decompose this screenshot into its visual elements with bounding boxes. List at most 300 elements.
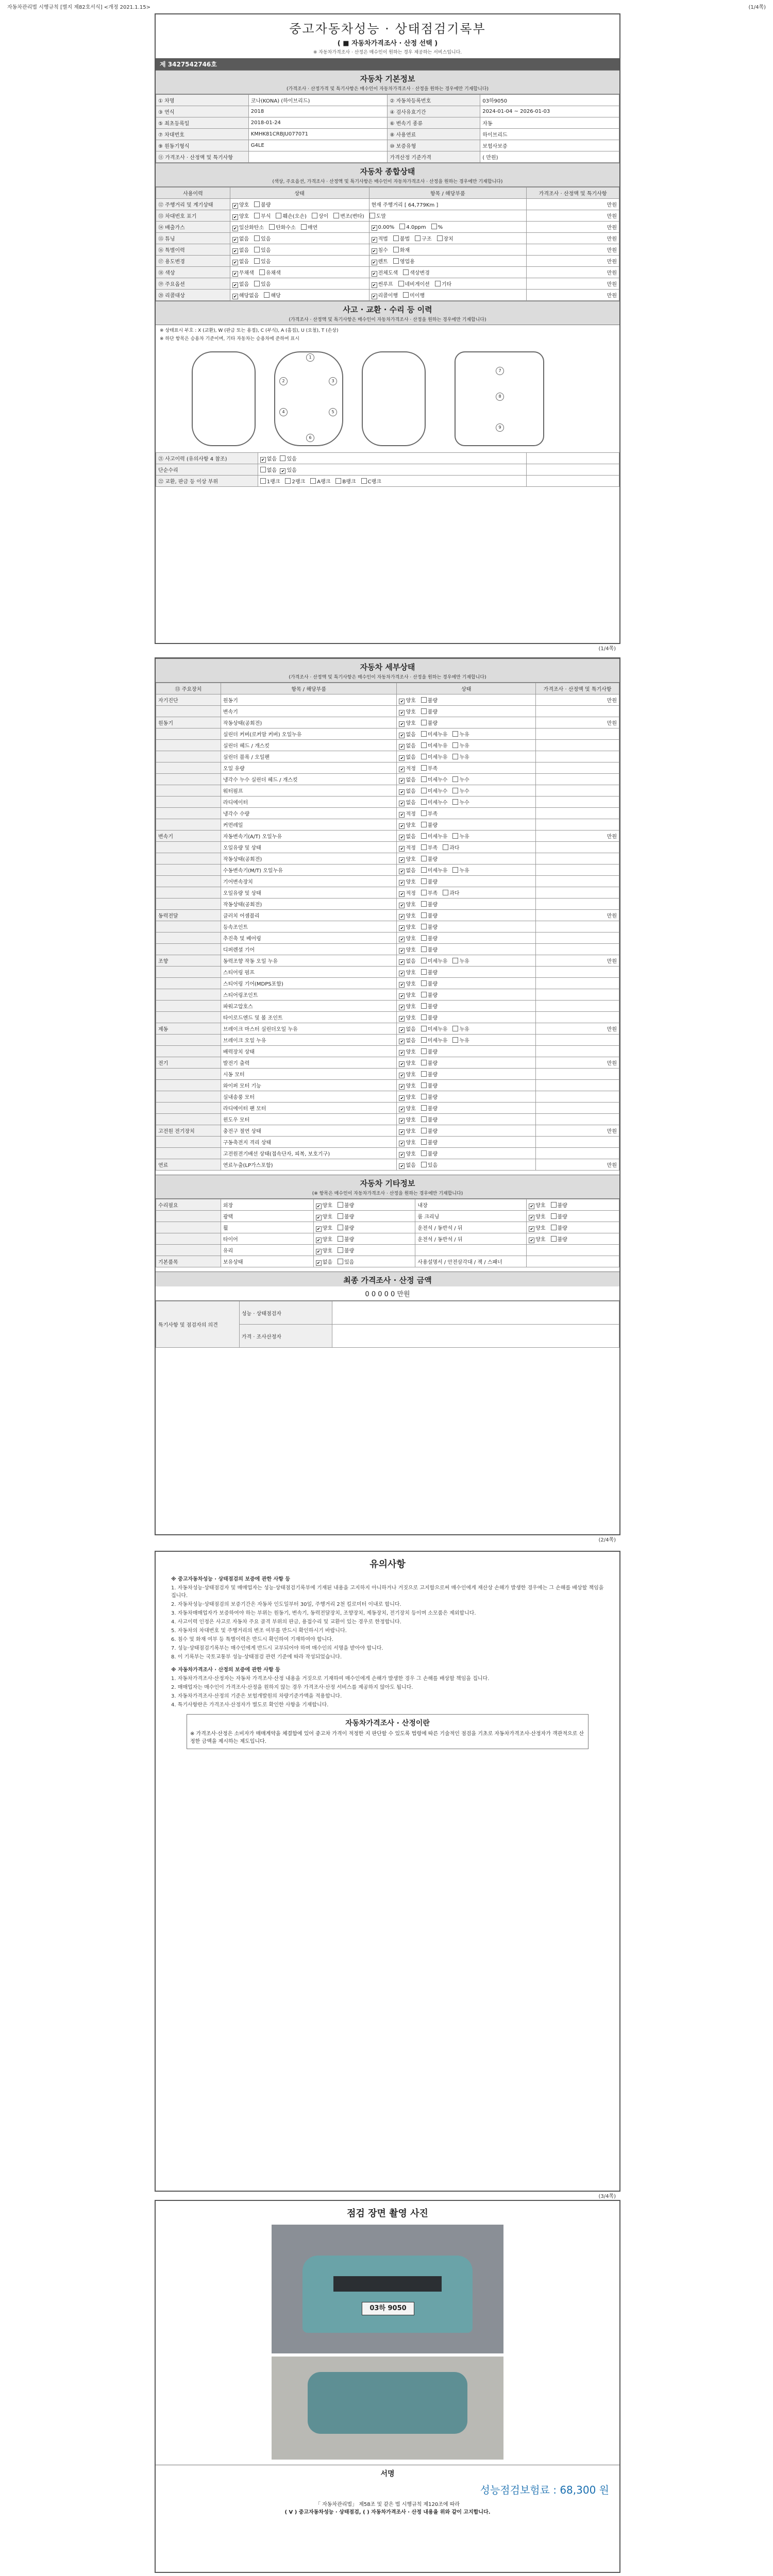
field-value (248, 151, 388, 163)
checkbox[interactable] (421, 1105, 427, 1111)
checkbox[interactable] (372, 271, 377, 277)
status-options (397, 1035, 536, 1046)
checkbox[interactable] (421, 765, 427, 771)
checkbox[interactable] (421, 1060, 427, 1065)
checkbox[interactable] (372, 225, 377, 231)
column-header: 가격조사 · 산정액 및 특기사항 (527, 188, 619, 199)
status-options (397, 1125, 536, 1137)
price-note (536, 1114, 619, 1125)
checkbox[interactable] (421, 924, 427, 929)
option-label: 있음 (344, 1259, 355, 1265)
checkbox[interactable] (399, 823, 405, 829)
checkbox[interactable] (431, 224, 437, 229)
checkbox[interactable] (399, 812, 405, 818)
checkbox[interactable] (369, 213, 375, 218)
device-label (156, 876, 221, 887)
checkbox[interactable] (260, 478, 266, 484)
status-options (397, 1057, 536, 1069)
checkbox[interactable] (399, 880, 405, 886)
option-label: 양호 (535, 1225, 546, 1231)
checkbox[interactable] (452, 958, 458, 963)
checkbox[interactable] (280, 455, 285, 461)
page-2 (155, 657, 620, 1535)
category-label: 기본품목 (156, 1256, 221, 1267)
option-label: 양호 (406, 947, 416, 953)
device-label (156, 1103, 221, 1114)
price-note (536, 728, 619, 740)
option-label: 불량 (427, 822, 438, 828)
category-label (156, 1222, 221, 1233)
checkbox[interactable] (316, 1215, 322, 1221)
checkbox[interactable] (437, 235, 443, 241)
option-label: 양호 (406, 1140, 416, 1146)
checkbox[interactable] (335, 478, 341, 484)
checkbox[interactable] (285, 478, 291, 484)
checkbox[interactable] (421, 844, 427, 850)
checkbox[interactable] (399, 721, 405, 727)
checkbox[interactable] (316, 1238, 322, 1243)
price-note (536, 978, 619, 989)
checkbox[interactable] (338, 1259, 343, 1264)
checkbox[interactable] (254, 201, 260, 207)
status-options (397, 808, 536, 819)
checkbox[interactable] (421, 1048, 427, 1054)
option-label: 없음 (406, 754, 416, 760)
checkbox[interactable] (421, 810, 427, 816)
checkbox[interactable] (260, 467, 266, 472)
basic-info-row (156, 151, 619, 163)
item-detail (369, 210, 527, 222)
option-label: 양호 (322, 1214, 332, 1220)
device-label (156, 785, 221, 796)
option-label: 양호 (406, 1015, 416, 1021)
checkbox[interactable] (399, 925, 405, 931)
checkbox[interactable] (415, 235, 421, 241)
checkbox[interactable] (421, 822, 427, 827)
checkbox[interactable] (551, 1213, 557, 1219)
option-label: 불량 (427, 970, 438, 976)
checkbox[interactable] (372, 248, 377, 254)
device-label: 자기진단 (156, 694, 221, 706)
checkbox[interactable] (399, 1016, 405, 1022)
checkbox[interactable] (399, 891, 405, 897)
checkbox[interactable] (372, 260, 377, 265)
checkbox[interactable] (421, 731, 427, 737)
checkbox[interactable] (421, 1082, 427, 1088)
checkbox[interactable] (452, 776, 458, 782)
option-label: 불량 (427, 856, 438, 862)
detail-status-row (156, 706, 619, 717)
checkbox[interactable] (421, 754, 427, 759)
checkbox[interactable] (232, 294, 238, 299)
checkbox[interactable] (399, 1152, 405, 1158)
checkbox[interactable] (421, 788, 427, 793)
checkbox[interactable] (421, 992, 427, 997)
other-info-row (156, 1245, 619, 1256)
checkbox[interactable] (254, 258, 260, 264)
status-options (397, 751, 536, 762)
checkbox[interactable] (399, 699, 405, 704)
checkbox[interactable] (421, 799, 427, 805)
checkbox[interactable] (399, 1141, 405, 1146)
field-label: ① 차명 (156, 95, 249, 106)
field-value: ( 만원) (480, 151, 619, 163)
checkbox[interactable] (399, 755, 405, 761)
device-label (156, 762, 221, 774)
checkbox[interactable] (421, 720, 427, 725)
checkbox[interactable] (399, 1061, 405, 1067)
detail-status-title: 자동차 세부상태 (156, 658, 619, 673)
checkbox[interactable] (254, 247, 260, 252)
checkbox[interactable] (399, 857, 405, 863)
page-4 (155, 2200, 620, 2573)
device-label: 제동 (156, 1023, 221, 1035)
checkbox[interactable] (529, 1204, 534, 1209)
checkbox[interactable] (232, 260, 238, 265)
checkbox[interactable] (421, 935, 427, 941)
checkbox[interactable] (301, 224, 307, 230)
checkbox[interactable] (421, 742, 427, 748)
other-info-table (156, 1199, 619, 1267)
checkbox[interactable] (421, 1162, 427, 1167)
checkbox[interactable] (372, 237, 377, 243)
checkbox[interactable] (399, 1027, 405, 1033)
checkbox[interactable] (393, 247, 399, 252)
checkbox[interactable] (452, 788, 458, 793)
price-note (536, 1001, 619, 1012)
item-label: 냉각수 누수 실린더 헤드 / 개스킷 (221, 774, 397, 785)
detail-status-row (156, 740, 619, 751)
item-label: 스티어링 펌프 (221, 967, 397, 978)
checkbox[interactable] (421, 890, 427, 895)
checkbox[interactable] (269, 224, 275, 230)
option-label: 누수 (459, 777, 469, 783)
checkbox[interactable] (399, 835, 405, 840)
checkbox[interactable] (372, 282, 377, 288)
checkbox[interactable] (260, 457, 266, 463)
checkbox[interactable] (452, 742, 458, 748)
checkbox[interactable] (399, 1129, 405, 1135)
detail-status-row (156, 694, 619, 706)
appraisal-info-box (187, 1714, 589, 1749)
checkbox[interactable] (421, 1003, 427, 1009)
checkbox[interactable] (452, 833, 458, 839)
option-label: 불량 (427, 1117, 438, 1123)
item-detail: 현재 주행거리 [ 64,779Km ] (369, 199, 527, 210)
option-label: 변조(변타) (340, 213, 364, 219)
checkbox[interactable] (399, 1073, 405, 1078)
checkbox[interactable] (452, 1026, 458, 1031)
device-label: 동력전달 (156, 910, 221, 921)
device-label (156, 1069, 221, 1080)
item-label: 유리 (221, 1245, 313, 1256)
device-label (156, 842, 221, 853)
checkbox[interactable] (399, 903, 405, 908)
checkbox[interactable] (452, 754, 458, 759)
status-options (397, 944, 536, 955)
checkbox[interactable] (399, 993, 405, 999)
checkbox[interactable] (232, 282, 238, 288)
checkbox[interactable] (421, 776, 427, 782)
checkbox[interactable] (399, 846, 405, 852)
checkbox[interactable] (421, 708, 427, 714)
checkbox[interactable] (529, 1226, 534, 1232)
detail-status-row (156, 955, 619, 967)
checkbox[interactable] (421, 1128, 427, 1133)
status-options (397, 989, 536, 1001)
option-label: 양호 (239, 202, 249, 208)
option-label: 네비게이션 (405, 281, 430, 287)
checkbox[interactable] (443, 844, 448, 850)
checkbox[interactable] (316, 1226, 322, 1232)
checkbox[interactable] (399, 914, 405, 920)
option-label: 불량 (557, 1225, 567, 1231)
checkbox[interactable] (529, 1238, 534, 1243)
price-note (536, 819, 619, 831)
checkbox[interactable] (399, 959, 405, 965)
price-note (536, 944, 619, 955)
special-notes-table (156, 1301, 619, 1348)
item-label: 냉각수 수량 (221, 808, 397, 819)
option-label: 있음 (261, 236, 271, 242)
item-label: 오일유량 및 상태 (221, 887, 397, 899)
caution-item: 2. 자동차성능·상태점검의 보증기간은 자동차 인도일부터 30일, 주행거리 2천 킬로미터 이내로 합니다. (171, 1602, 401, 1607)
car-rear-shape (308, 2372, 467, 2434)
checkbox[interactable] (452, 799, 458, 805)
item-label: 보유상태 (221, 1256, 313, 1267)
item-label: 발전기 출력 (221, 1057, 397, 1069)
checkbox[interactable] (264, 292, 270, 298)
option-label: 양호 (322, 1225, 332, 1231)
checkbox[interactable] (399, 1107, 405, 1112)
option-label: 불량 (427, 1004, 438, 1010)
checkbox[interactable] (452, 731, 458, 737)
checkbox[interactable] (421, 1037, 427, 1043)
price-note: 만원 (527, 278, 619, 290)
checkbox[interactable] (316, 1249, 322, 1255)
checkbox[interactable] (443, 890, 448, 895)
checkbox[interactable] (399, 869, 405, 874)
checkbox[interactable] (338, 1247, 343, 1253)
checkbox[interactable] (399, 778, 405, 784)
price-note: 만원 (536, 1023, 619, 1035)
checkbox[interactable] (421, 958, 427, 963)
checkbox[interactable] (232, 226, 238, 231)
checkbox[interactable] (399, 801, 405, 806)
inspection-photo-underbody (272, 2357, 503, 2460)
option-label: 불량 (427, 1060, 438, 1066)
checkbox[interactable] (421, 1116, 427, 1122)
checkbox[interactable] (399, 789, 405, 795)
item-label: 오일유량 및 상태 (221, 842, 397, 853)
document-subtitle: ( ■ 자동차가격조사 · 산정 선택 ) (337, 40, 438, 47)
checkbox[interactable] (232, 271, 238, 277)
checkbox[interactable] (551, 1225, 557, 1230)
checkbox[interactable] (421, 878, 427, 884)
price-note (536, 853, 619, 865)
checkbox[interactable] (276, 213, 281, 218)
checkbox[interactable] (399, 982, 405, 988)
checkbox[interactable] (421, 1014, 427, 1020)
inspector-label: 성능 · 상태점검자 (239, 1301, 332, 1325)
price-note: 만원 (536, 1057, 619, 1069)
checkbox[interactable] (421, 969, 427, 975)
option-label: 누유 (459, 868, 469, 874)
overall-status-row (156, 256, 619, 267)
status-options (230, 256, 369, 267)
checkbox[interactable] (421, 1150, 427, 1156)
checkbox[interactable] (452, 1037, 458, 1043)
checkbox[interactable] (421, 1071, 427, 1077)
checkbox[interactable] (399, 1095, 405, 1101)
checkbox[interactable] (421, 697, 427, 703)
checkbox[interactable] (399, 948, 405, 954)
option-label: 불량 (427, 1128, 438, 1134)
option-label: 없음 (406, 800, 416, 806)
checkbox[interactable] (338, 1202, 343, 1208)
checkbox[interactable] (232, 203, 238, 209)
checkbox[interactable] (399, 1118, 405, 1124)
option-label: 미세누수 (427, 800, 448, 806)
option-label: 있음 (427, 1162, 438, 1168)
checkbox[interactable] (421, 912, 427, 918)
checkbox[interactable] (421, 901, 427, 907)
checkbox[interactable] (435, 281, 441, 286)
checkbox[interactable] (254, 213, 260, 218)
checkbox[interactable] (403, 269, 409, 275)
checkbox[interactable] (333, 213, 339, 218)
item-label: 실린더 커버(로커암 커버) 오일누유 (221, 728, 397, 740)
price-note (536, 740, 619, 751)
checkbox[interactable] (551, 1202, 557, 1208)
option-label: 기타 (441, 281, 452, 287)
option-label: 불량 (427, 1140, 438, 1146)
diagram-point: 6 (306, 434, 314, 442)
column-header: 항목 / 해당부품 (221, 683, 397, 694)
item-label: 타이어 (221, 1233, 313, 1245)
checkbox[interactable] (232, 214, 238, 220)
option-label: 불량 (427, 879, 438, 885)
detail-status-row (156, 1046, 619, 1057)
device-label (156, 1114, 221, 1125)
status-options (397, 887, 536, 899)
checkbox[interactable] (254, 235, 260, 241)
option-label: 누유 (459, 754, 469, 760)
checkbox[interactable] (399, 744, 405, 750)
checkbox[interactable] (551, 1236, 557, 1242)
status-options (397, 842, 536, 853)
option-label: 불량 (427, 1094, 438, 1100)
option-label: 적정 (406, 845, 416, 851)
checkbox[interactable] (393, 258, 399, 264)
status-options (527, 1211, 619, 1222)
item-label: 원동기 (221, 694, 397, 706)
checkbox[interactable] (399, 971, 405, 976)
checkbox[interactable] (316, 1204, 322, 1209)
device-label (156, 1091, 221, 1103)
option-label: 불법 (399, 236, 410, 242)
option-label: 있음 (261, 281, 271, 287)
checkbox[interactable] (398, 281, 404, 286)
status-options (397, 967, 536, 978)
option-label: 불량 (427, 1049, 438, 1055)
option-label: 매연 (307, 225, 318, 231)
detail-status-row (156, 1035, 619, 1046)
checkbox[interactable] (399, 937, 405, 942)
checkbox[interactable] (399, 1005, 405, 1010)
other-info-title: 자동차 기타정보 (156, 1175, 619, 1190)
device-label (156, 967, 221, 978)
item-label: 커먼레일 (221, 819, 397, 831)
item-label: 디퍼렌셜 기어 (221, 944, 397, 955)
row-label: ⑯ 특별이력 (156, 244, 230, 256)
option-label: 양호 (406, 1151, 416, 1157)
price-note (536, 1069, 619, 1080)
checkbox[interactable] (338, 1225, 343, 1230)
checkbox[interactable] (372, 294, 377, 299)
field-value: 2024-01-04 ~ 2026-01-03 (480, 106, 619, 117)
item-label: 휠 (221, 1222, 313, 1233)
checkbox[interactable] (403, 292, 409, 298)
checkbox[interactable] (312, 213, 317, 218)
checkbox[interactable] (421, 867, 427, 873)
checkbox[interactable] (259, 269, 265, 275)
checkbox[interactable] (421, 1026, 427, 1031)
status-options (397, 876, 536, 887)
checkbox[interactable] (399, 733, 405, 738)
checkbox[interactable] (254, 281, 260, 286)
checkbox[interactable] (338, 1236, 343, 1242)
checkbox[interactable] (421, 833, 427, 839)
option-label: 불량 (344, 1202, 355, 1209)
item-label: 외장 (221, 1199, 313, 1211)
checkbox[interactable] (399, 767, 405, 772)
checkbox[interactable] (452, 867, 458, 873)
checkbox[interactable] (399, 1050, 405, 1056)
checkbox[interactable] (399, 710, 405, 716)
checkbox[interactable] (393, 235, 399, 241)
checkbox[interactable] (310, 478, 316, 484)
checkbox[interactable] (232, 248, 238, 254)
checkbox[interactable] (399, 1084, 405, 1090)
price-note (536, 967, 619, 978)
checkbox[interactable] (399, 224, 405, 229)
status-options (397, 1080, 536, 1091)
checkbox[interactable] (421, 980, 427, 986)
checkbox[interactable] (232, 237, 238, 243)
checkbox[interactable] (421, 946, 427, 952)
option-label: 있음 (261, 247, 271, 253)
field-value: 보험사보증 (480, 140, 619, 151)
price-note (536, 899, 619, 910)
row-label: ⑳ 리콜대상 (156, 290, 230, 301)
checkbox[interactable] (280, 468, 285, 474)
checkbox[interactable] (421, 1139, 427, 1145)
device-label (156, 1012, 221, 1023)
detail-status-row (156, 1012, 619, 1023)
checkbox[interactable] (421, 1094, 427, 1099)
checkbox[interactable] (361, 478, 367, 484)
checkbox[interactable] (338, 1213, 343, 1219)
checkbox[interactable] (529, 1215, 534, 1221)
status-options (397, 831, 536, 842)
checkbox[interactable] (421, 856, 427, 861)
status-options (397, 978, 536, 989)
status-options (397, 1137, 536, 1148)
checkbox[interactable] (399, 1163, 405, 1169)
checkbox[interactable] (399, 1039, 405, 1044)
checkbox[interactable] (316, 1260, 322, 1266)
